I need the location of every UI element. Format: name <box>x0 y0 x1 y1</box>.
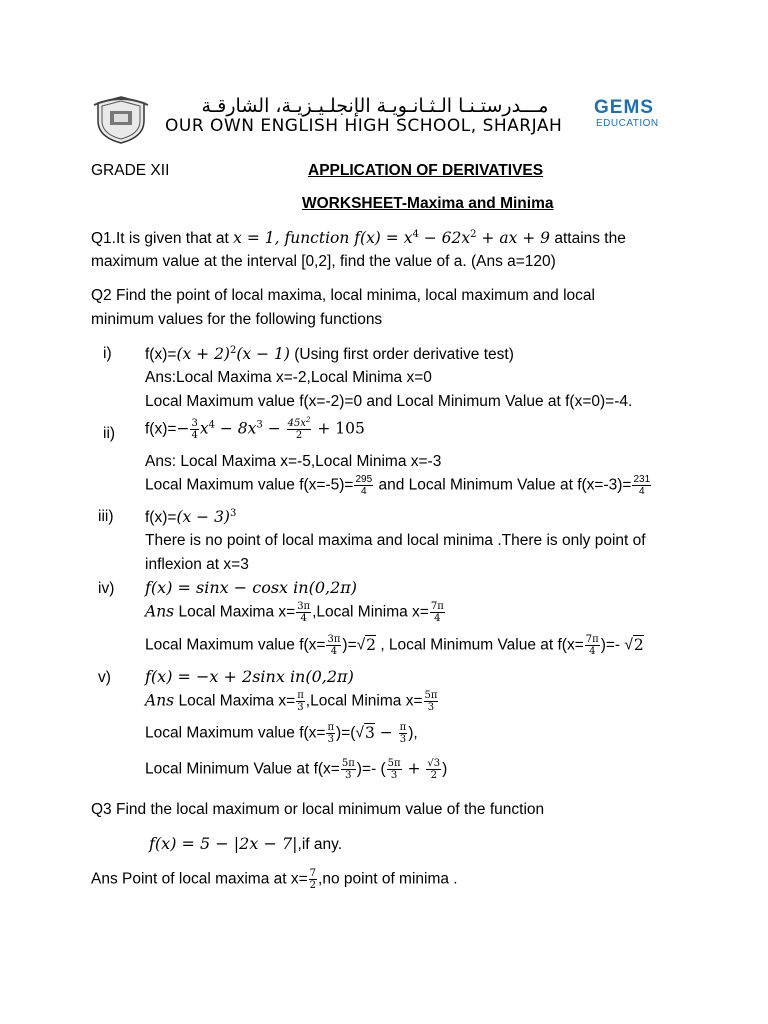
school-logo <box>92 95 150 145</box>
worksheet-title: APPLICATION OF DERIVATIVES <box>308 162 544 179</box>
q2-iv-values: Local Maximum value f(x= $\frac{3\pi}{4}$ )=√2 , Local Minimum Value at f(x= $\frac{7\pi}{4}$ )=- √2 <box>145 634 644 657</box>
gems-education-label: EDUCATION <box>596 118 659 129</box>
q2-v-answer: Ans Local Maxima x= $\frac{\pi}{3}$ ,Local Minima x= $\frac{5\pi}{3}$ <box>145 690 438 713</box>
q3-answer: Ans Point of local maxima at x= $\frac{7}{2}$ ,no point of minima . <box>91 868 458 891</box>
worksheet-subtitle: WORKSHEET-Maxima and Minima <box>302 195 554 212</box>
school-arabic-name: مـــدرستـنـا الـثـانـويـة الإنجلـيـزيـة، الشارقـة <box>201 95 549 117</box>
school-name: OUR OWN ENGLISH HIGH SCHOOL, SHARJAH <box>165 116 563 136</box>
q3-line-1: Q3 Find the local maximum or local minimum value of the function <box>91 801 545 818</box>
q2-iv-answer: Ans Local Maxima x= $\frac{3\pi}{4}$ ,Local Minima x= $\frac{7\pi}{4}$ <box>145 601 444 624</box>
q2-i-answer: Ans:Local Maxima x=-2,Local Minima x=0 <box>145 369 432 386</box>
q2-iv-function: f(x) = sinx − cosx in(0,2π) <box>145 578 358 597</box>
q1-line-1: Q1.It is given that at x = 1, function $f(x) = x^4 - 62x^2$ + ax + 9 attains the <box>91 229 626 247</box>
q2-v-function: f(x) = −x + 2sinx in(0,2π) <box>145 667 354 686</box>
q2-i-function: $f(x)=(x + 2)^2(x - 1)$ (Using first order derivative test) <box>145 345 514 363</box>
q2-line-2: minimum values for the following functions <box>91 311 383 328</box>
gems-logo: GEMS <box>594 97 654 118</box>
q2-iii-label: iii) <box>98 508 114 525</box>
q2-ii-function: f(x)=− $\frac{3}{4}$ $x^4 - 8x^3$ − $\frac{45x^2}{2}$ + 105 <box>145 416 365 441</box>
q1-line-2: maximum value at the interval [0,2], find the value of a. (Ans a=120) <box>91 253 556 270</box>
grade-label: GRADE XII <box>91 162 170 179</box>
q2-iii-line-2: inflexion at x=3 <box>145 556 249 573</box>
q2-line-1: Q2 Find the point of local maxima, local minima, local maximum and local <box>91 287 595 304</box>
q2-iii-function: $f(x)=(x - 3)^3$ <box>145 508 237 526</box>
q2-iv-label: iv) <box>98 580 115 597</box>
q2-iii-line-1: There is no point of local maxima and local minima .There is only point of <box>145 532 646 549</box>
q3-function: f(x) = 5 − |2x − 7|,if any. <box>149 834 343 853</box>
q2-i-label: i) <box>103 345 112 362</box>
q2-i-values: Local Maximum value f(x=-2)=0 and Local Minimum Value at f(x=0)=-4. <box>145 393 633 410</box>
q2-ii-answer: Ans: Local Maxima x=-5,Local Minima x=-3 <box>145 453 442 470</box>
q2-v-label: v) <box>98 669 111 686</box>
q2-ii-label: ii) <box>103 425 116 442</box>
q2-v-max-value: Local Maximum value f(x= $\frac{\pi}{3}$ )=(√3 − $\frac{\pi}{3}$ ), <box>145 722 418 745</box>
q2-v-min-value: Local Minimum Value at f(x= $\frac{5\pi}{3}$ )=- ( $\frac{5\pi}{3}$ + $\frac{√3}{2}$ ) <box>145 758 448 781</box>
q2-ii-values: Local Maximum value f(x=-5)= $\frac{295}{4}$ and Local Minimum Value at f(x=-3)= $\frac{231}{4}$ <box>145 474 651 497</box>
